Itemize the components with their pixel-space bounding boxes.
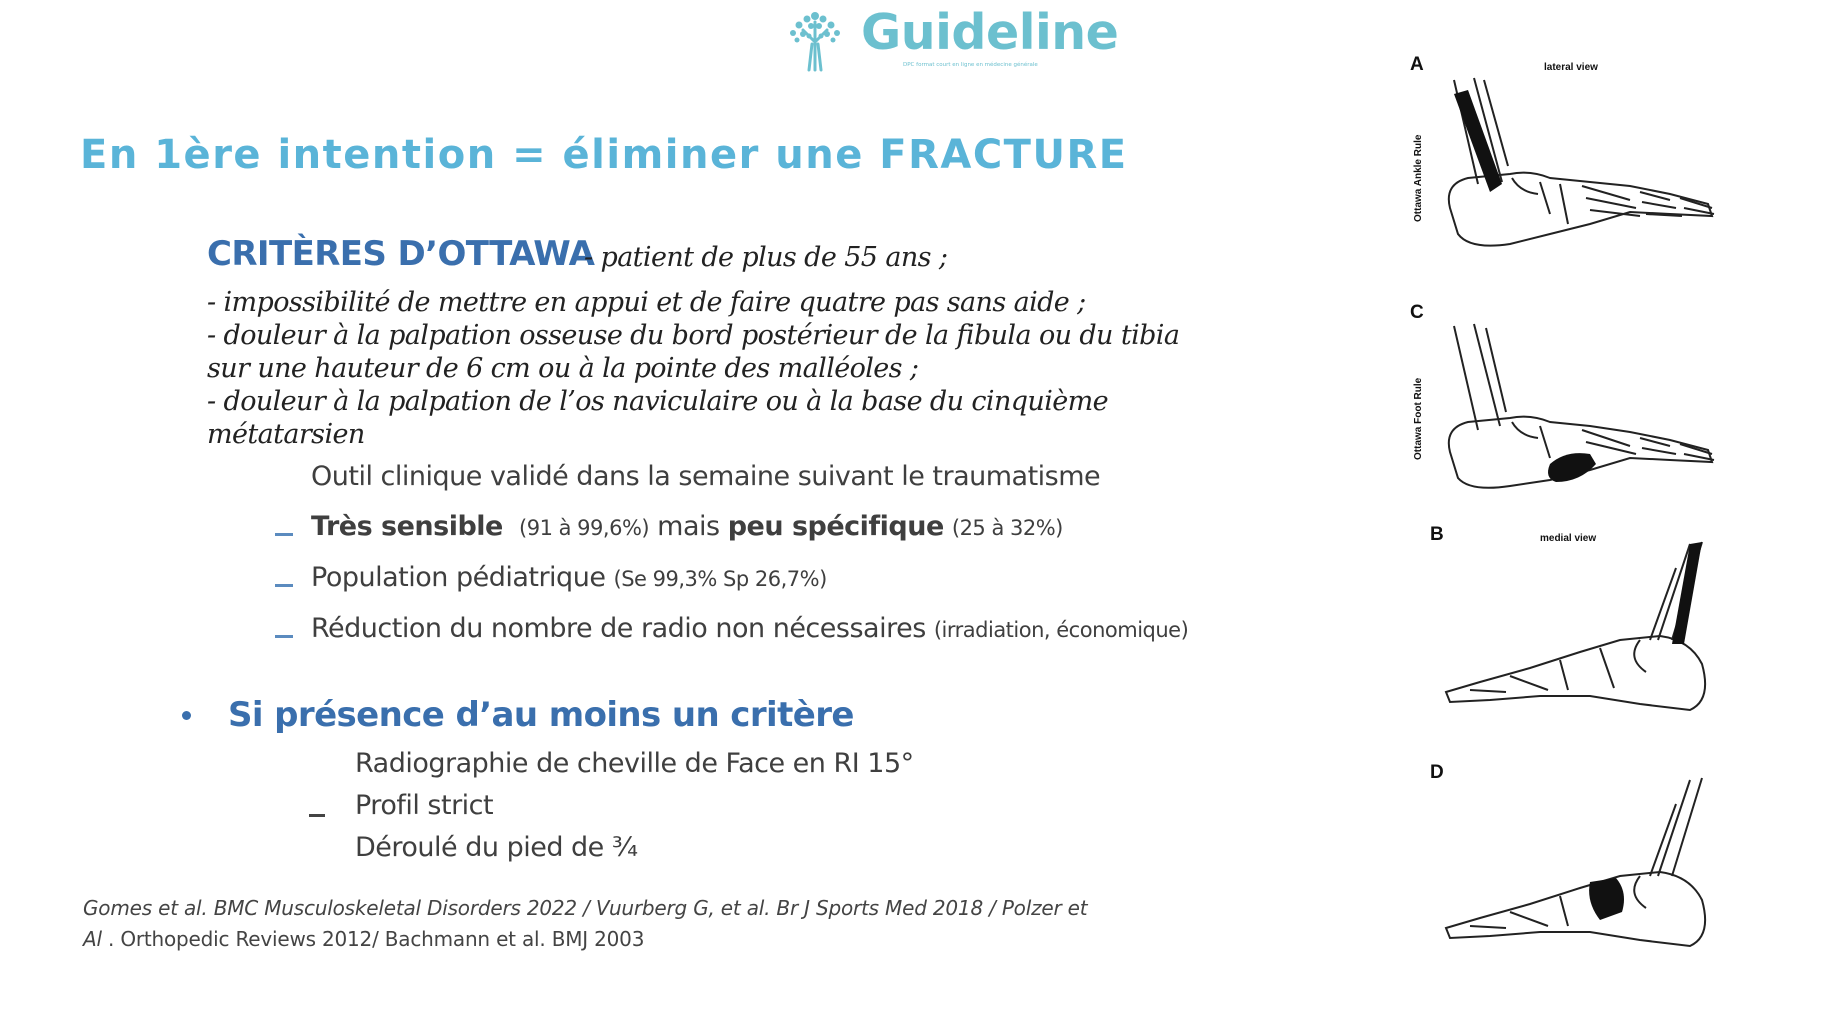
- tool-validation-text: Outil clinique validé dans la semaine suivant le traumatisme: [311, 461, 1101, 492]
- reduction-note: (irradiation, économique): [933, 618, 1189, 642]
- pediatric-values: (Se 99,3% Sp 26,7%): [613, 567, 827, 591]
- criterion-line: sur une hauteur de 6 cm ou à la pointe des malléoles ;: [207, 353, 919, 384]
- reference-line: [83, 896, 1087, 920]
- sensitivity-conjunction: mais: [649, 511, 728, 542]
- ottawa-heading: CRITÈRES D’OTTAWA: [207, 234, 595, 274]
- sensitivity-range: (91 à 99,6%): [519, 516, 650, 540]
- figure-c-vertical-label: Ottawa Foot Rule: [1413, 377, 1424, 460]
- reduction-line: [311, 613, 1188, 644]
- dash-bullet-icon: [275, 533, 293, 536]
- radiography-item: Profil strict: [355, 790, 494, 821]
- logo-brand-text: Guideline: [861, 4, 1119, 61]
- dash-bullet-icon: [275, 584, 293, 587]
- reference-line: [83, 927, 644, 951]
- presence-heading: Si présence d’au moins un critère: [228, 695, 854, 735]
- specificity-range: (25 à 32%): [951, 516, 1063, 540]
- specificity-label: peu spécifique: [727, 511, 944, 542]
- sensitivity-label: Très sensible: [311, 511, 503, 542]
- figure-a-view-label: lateral view: [1544, 62, 1598, 73]
- figure-c-letter: C: [1410, 302, 1424, 323]
- logo-tagline: DPC format court en ligne en médecine générale: [903, 62, 1038, 68]
- dash-bullet-icon: [309, 814, 325, 817]
- criterion-line: - douleur à la palpation de l’os naviculaire ou à la base du cinquième: [207, 386, 1108, 417]
- sensitivity-line: [311, 511, 1063, 542]
- foot-lateral-figure: [1440, 322, 1720, 492]
- figure-b-view-label: medial view: [1540, 533, 1597, 544]
- criterion-line: - douleur à la palpation osseuse du bord postérieur de la fibula ou du tibia: [207, 320, 1180, 351]
- slide-title: En 1ère intention = éliminer une FRACTURE: [80, 132, 1128, 178]
- ankle-lateral-figure: [1440, 74, 1720, 254]
- figure-a-vertical-label: Ottawa Ankle Rule: [1413, 134, 1424, 222]
- figure-a-letter: A: [1410, 54, 1424, 75]
- reference-text: Al: [83, 927, 102, 951]
- reference-text: Gomes et al. BMC Musculoskeletal Disorders 2022 / Vuurberg G, et al. Br J Sports Med 2018 / Polzer et: [83, 896, 1088, 920]
- pediatric-label: Population pédiatrique: [311, 562, 606, 593]
- foot-medial-figure: [1440, 776, 1720, 956]
- tree-logo-icon: [785, 8, 845, 72]
- guideline-logo: [785, 4, 1119, 74]
- radiography-item: Déroulé du pied de ¾: [355, 832, 638, 863]
- criterion-line: - patient de plus de 55 ans ;: [584, 242, 948, 273]
- reference-text: . Orthopedic Reviews 2012/ Bachmann et al. BMJ 2003: [101, 927, 645, 951]
- dash-bullet-icon: [275, 635, 293, 638]
- radiography-item: Radiographie de cheville de Face en RI 15°: [355, 748, 914, 779]
- criterion-line: métatarsien: [207, 419, 365, 450]
- reduction-label: Réduction du nombre de radio non nécessaires: [311, 613, 926, 644]
- figure-b-letter: B: [1430, 524, 1444, 545]
- bullet-dot-icon: [182, 711, 191, 720]
- pediatric-line: [311, 562, 827, 593]
- figure-d-letter: D: [1430, 762, 1444, 783]
- criterion-line: - impossibilité de mettre en appui et de faire quatre pas sans aide ;: [207, 287, 1086, 318]
- ankle-medial-figure: [1440, 540, 1720, 720]
